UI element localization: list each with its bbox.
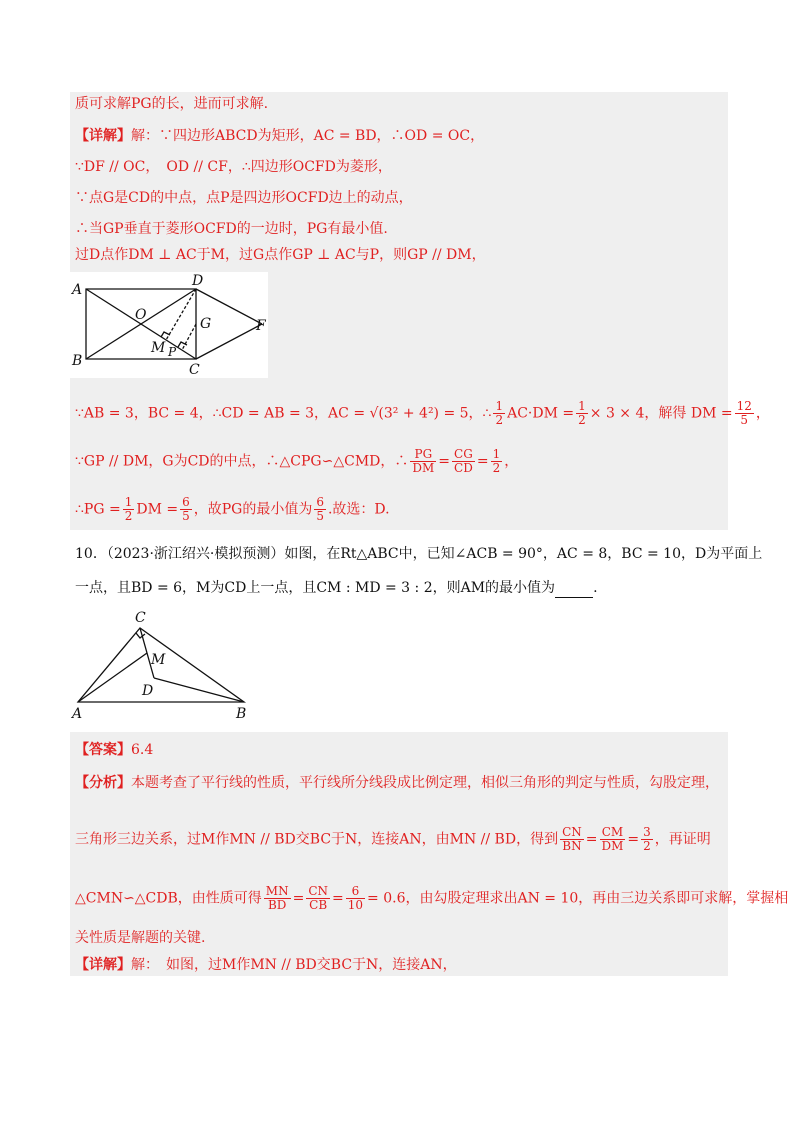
- solution-line-6: 过D点作DM ⊥ AC于M，过G点作GP ⊥ AC与P，则GP // DM，: [75, 247, 486, 263]
- analysis-line-2: 三角形三边关系，过M作MN // BD交BC于N，连接AN，由MN // BD，得到 $\frac{CN}{BN}$ = $\frac{CM}{DM}$ = $\frac{3}{2}$ ，再证明: [75, 825, 711, 853]
- fig2-label-b: B: [236, 706, 247, 722]
- fig2-label-d: D: [142, 683, 154, 699]
- fig2-label-a: A: [72, 706, 83, 722]
- answer-blank: [555, 583, 593, 598]
- fig1-label-o: O: [135, 307, 147, 323]
- fig1-label-m: M: [151, 340, 166, 356]
- solution-line-4: ∵点G是CD的中点，点P是四边形OCFD边上的动点，: [75, 190, 413, 206]
- solution-line-1: 质可求解PG的长，进而可求解.: [75, 96, 269, 112]
- fig1-label-a: A: [72, 282, 83, 298]
- fig2-label-c: C: [135, 610, 146, 626]
- detail-line-1: 【详解】解： 如图，过M作MN // BD交BC于N，连接AN，: [75, 957, 457, 973]
- figure-background: [70, 272, 268, 378]
- right-angle-c: [136, 633, 145, 638]
- fig1-label-b: B: [72, 353, 83, 369]
- question-10-line-2: 一点，且BD = 6，M为CD上一点，且CM : MD = 3 : 2，则AM的最小值为 .: [75, 580, 598, 596]
- right-triangle-figure: [70, 606, 260, 722]
- fig1-label-p: P: [168, 345, 177, 359]
- solution-line-7: ∵AB = 3，BC = 4，∴CD = AB = 3，AC = √(3² + 4²) = 5，∴ $\frac{1}{2}$ AC·DM = $\frac{1}{2}$ × 3 × 4，解得 DM = $\frac{12}{5}$ ，: [75, 399, 770, 427]
- analysis-line-3: △CMN∽△CDB，由性质可得 $\frac{MN}{BD}$ = $\frac{CN}{CB}$ = $\frac{6}{10}$ = 0.6，由勾股定理求出AN = 10，再由三边关系即可求解，掌握相: [75, 884, 789, 912]
- fig1-label-f: F: [256, 318, 266, 334]
- solution-line-3: ∵DF // OC， OD // CF，∴四边形OCFD为菱形，: [75, 159, 392, 175]
- solution-line-9: ∴PG = $\frac{1}{2}$ DM = $\frac{6}{5}$ ，故PG的最小值为 $\frac{6}{5}$ .故选：D.: [75, 495, 390, 523]
- solution-line-2: 【详解】解：∵四边形ABCD为矩形，AC = BD，∴OD = OC，: [75, 128, 485, 144]
- answer-line: 【答案】6.4: [75, 742, 154, 758]
- analysis-line-4: 关性质是解题的关键.: [75, 930, 206, 946]
- rhombus-rectangle-figure: [70, 272, 268, 378]
- fig1-label-g: G: [200, 316, 212, 332]
- fig1-label-d: D: [192, 273, 204, 289]
- solution-line-8: ∵GP // DM，G为CD的中点，∴△CPG∽△CMD，∴ $\frac{PG}{DM}$ = $\frac{CG}{CD}$ = $\frac{1}{2}$ ，: [75, 447, 519, 475]
- fig2-label-m: M: [151, 652, 166, 668]
- analysis-line-1: 【分析】本题考查了平行线的性质，平行线所分线段成比例定理，相似三角形的判定与性质，勾股定理，: [75, 775, 719, 791]
- fig1-label-c: C: [189, 362, 200, 378]
- question-10-line-1: 10．（2023·浙江绍兴·模拟预测）如图，在Rt△ABC中，已知∠ACB = 90°，AC = 8，BC = 10，D为平面上: [75, 546, 763, 562]
- solution-line-5: ∴当GP垂直于菱形OCFD的一边时，PG有最小值.: [75, 221, 388, 237]
- segment-db: [154, 678, 244, 702]
